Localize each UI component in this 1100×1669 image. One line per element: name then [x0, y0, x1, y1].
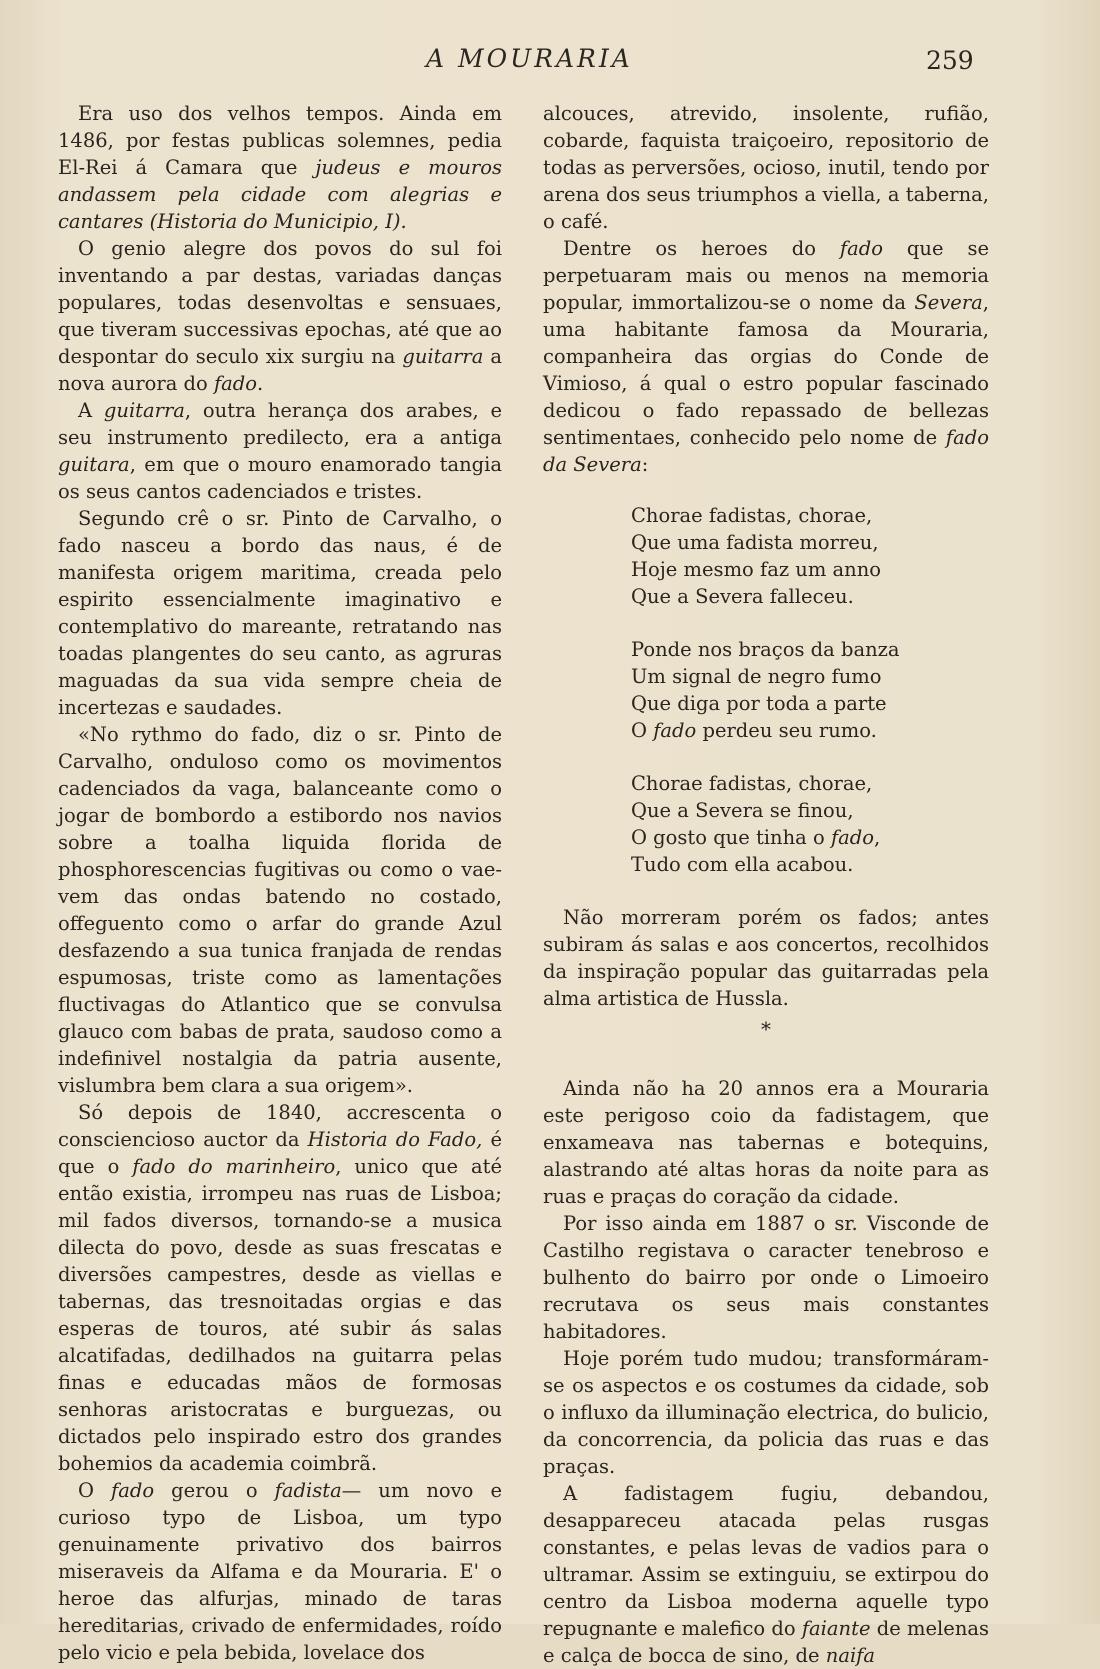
verse-line: Um signal de negro fumo — [631, 665, 882, 688]
paragraph: Dentre os heroes do fado que se perpetuaram mais ou menos na memoria popular, immortalizou-se o nome da Severa, uma habitante famosa da Mouraria, companheira das orgias do Conde de Vimioso, á qual o estro popular fascinado dedicou o fado repassado de bellezas sentimentaes, conhecido pelo nome de fado da Severa: — [543, 237, 990, 476]
left-column — [58, 100, 502, 1666]
paragraph: alcouces, atrevido, insolente, rufião, cobarde, faquista traiçoeiro, repositorio de todas as perversões, ocioso, inutil, tendo por arena dos seus triumphos a viella, a taberna, o café. — [543, 102, 989, 233]
verse-line: Que a Severa falleceu. — [631, 585, 854, 608]
verse-line: O gosto que tinha o fado, — [631, 826, 881, 849]
paragraph: Segundo crê o sr. Pinto de Carvalho, o fado nasceu a bordo das naus, é de manifesta origem maritima, creada pelo espirito essencialmente imaginativo e contemplativo do mareante, retratando nas toadas plangentes do seu canto, as agruras maguadas da sua vida sempre cheia de incertezas e saudades. — [58, 507, 502, 719]
verse-line: Ponde nos braços da banza — [631, 638, 900, 661]
verse-line: Tudo com ella acabou. — [631, 853, 854, 876]
verse-line: Que uma fadista morreu, — [631, 531, 879, 554]
verse-line: Chorae fadistas, chorae, — [631, 504, 873, 527]
right-column — [543, 100, 989, 1669]
verse-block — [631, 502, 989, 878]
paragraph: Por isso ainda em 1887 o sr. Visconde de Castilho registava o caracter tenebroso e bulhento do bairro por onde o Limoeiro recrutava os seus mais constantes habitadores. — [543, 1212, 989, 1343]
paragraph: «No rythmo do fado, diz o sr. Pinto de Carvalho, onduloso como os movimentos cadenciados da vaga, balanceante como o jogar de bombordo a estibordo nos navios sobre a toalha liquida florida de phosphorescencias fugitivas ou como o vae-vem das ondas batendo no costado, offeguento como o arfar do grande Azul desfazendo a sua tunica franjada de rendas espumosas, triste como as lamentações fluctivagas do Atlantico que se convulsa glauco com babas de prata, saudoso como a indefinivel nostalgia da patria ausente, vislumbra bem clara a sua origem». — [58, 723, 502, 1097]
verse-line: O fado perdeu seu rumo. — [631, 719, 877, 742]
paragraph: Era uso dos velhos tempos. Ainda em 1486, por festas publicas solemnes, pedia El-Rei á Camara que judeus e mouros andassem pela cidade com alegrias e cantares (Historia do Municipio, I). — [58, 102, 502, 233]
section-separator: * — [761, 1017, 771, 1041]
paragraph: O genio alegre dos povos do sul foi inventando a par destas, variadas danças populares, todas desenvoltas e sensuaes, que tiveram successivas epochas, até que ao despontar do seculo xix surgiu na guitarra a nova aurora do fado. — [58, 237, 503, 395]
paragraph: Ainda não ha 20 annos era a Mouraria este perigoso coio da fadistagem, que enxameava nas tabernas e botequins, alastrando até altas horas da noite para as ruas e praças do coração da cidade. — [543, 1077, 989, 1208]
verse-line: Que diga por toda a parte — [631, 692, 887, 715]
running-head — [0, 44, 1100, 84]
paragraph: O fado gerou o fadista— um novo e curioso typo de Lisboa, um typo genuinamente privativo dos bairros miseraveis da Alfama e da Mouraria. E' o heroe das alfurjas, minado de taras hereditarias, crivado de enfermidades, roído pelo vicio e pela bebida, lovelace dos — [58, 1479, 503, 1664]
verse-line: Hoje mesmo faz um anno — [631, 558, 882, 581]
paragraph: A guitarra, outra herança dos arabes, e seu instrumento predilecto, era a antiga guitara, em que o mouro enamorado tangia os seus cantos cadenciados e tristes. — [58, 399, 503, 503]
stanza — [631, 770, 989, 878]
paragraph: Hoje porém tudo mudou; transformáram-se os aspectos e os costumes da cidade, sob o influxo da illuminação electrica, do bulicio, da concorrencia, da policia das ruas e das praças. — [543, 1347, 989, 1478]
verse-line: Chorae fadistas, chorae, — [631, 772, 873, 795]
stanza — [631, 636, 989, 744]
page-title: A MOURARIA — [426, 44, 633, 73]
paragraph: A fadistagem fugiu, debandou, desappareceu atacada pelas rusgas constantes, e pelas levas de vadios para o ultramar. Assim se extinguiu, se extirpou do centro da Lisboa moderna aquelle typo repugnante e malefico do faiante de melenas e calça de bocca de sino, de naifa — [543, 1482, 990, 1667]
page-number: 259 — [926, 46, 974, 75]
stanza — [631, 502, 989, 610]
paragraph: Não morreram porém os fados; antes subiram ás salas e aos concertos, recolhidos da inspiração popular das guitarradas pela alma artistica de Hussla. — [543, 906, 989, 1010]
verse-line: Que a Severa se finou, — [631, 799, 854, 822]
paragraph: Só depois de 1840, accrescenta o consciencioso auctor da Historia do Fado, é que o fado do marinheiro, unico que até então existia, irrompeu nas ruas de Lisboa; mil fados diversos, tornando-se a musica dilecta do povo, desde as suas frescatas e diversões campestres, desde as viellas e tabernas, das tresnoitadas orgias e das esperas de touros, até subir ás salas alcatifadas, dedilhados na guitarra pelas finas e educadas mãos de formosas senhoras aristocratas e burguezas, ou dictados pelo inspirado estro dos grandes bohemios da academia coimbrã. — [58, 1101, 502, 1475]
